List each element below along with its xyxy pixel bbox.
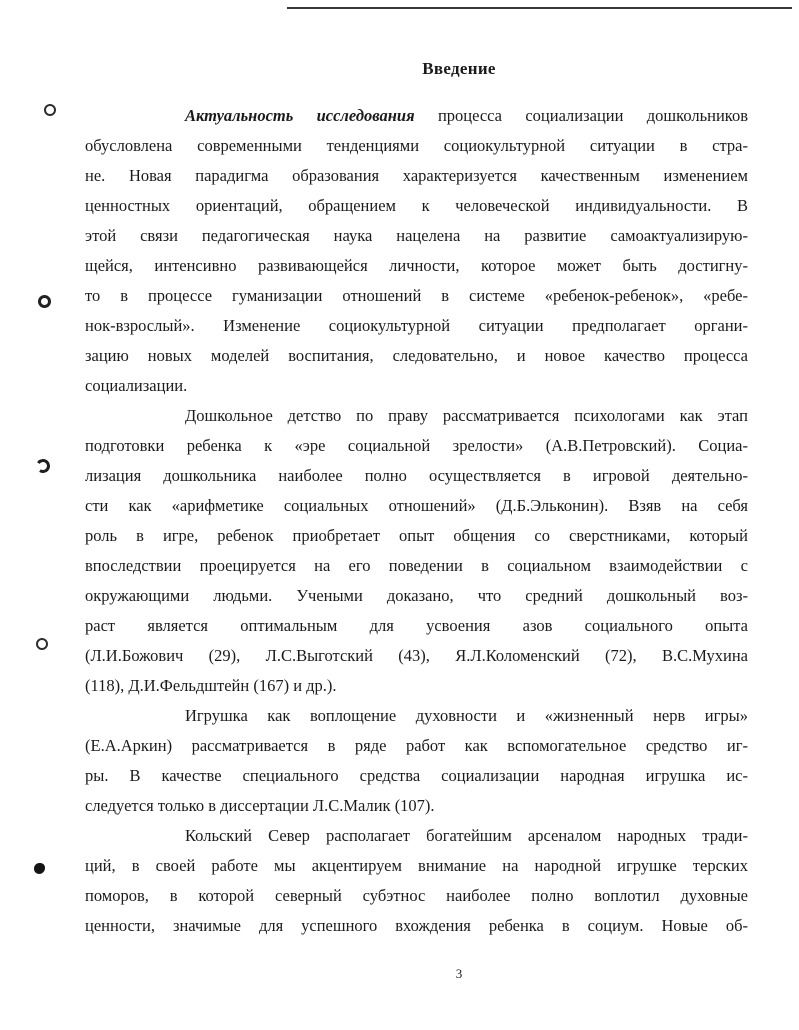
punch-hole-mark <box>36 638 48 650</box>
text-line: лизация дошкольника наиболее полно осуществляется в игровой деятельно- <box>85 466 748 485</box>
punch-hole-mark <box>44 104 56 116</box>
page-title: Введение <box>422 59 496 78</box>
text-line: щейся, интенсивно развивающейся личности, которое может быть достигну- <box>85 256 748 275</box>
paragraph <box>85 701 748 821</box>
text-line: сти как «арифметике социальных отношений» (Д.Б.Эльконин). Взяв на себя <box>85 496 748 515</box>
document-content <box>85 54 748 982</box>
top-rule <box>287 7 792 9</box>
text-line: впоследствии проецируется на его поведении в социальном взаимодействии с <box>85 556 748 575</box>
text-line: роль в игре, ребенок приобретает опыт общения со сверстниками, который <box>85 526 748 545</box>
text-line: подготовки ребенка к «эре социальной зрелости» (А.В.Петровский). Социа- <box>85 436 748 455</box>
text-line: ры. В качестве специального средства социализации народная игрушка ис- <box>85 766 748 785</box>
text-line: то в процессе гуманизации отношений в системе «ребенок-ребенок», «ребе- <box>85 286 748 305</box>
text-line: этой связи педагогическая наука нацелена на развитие самоактуализирую- <box>85 226 748 245</box>
text-line: ций, в своей работе мы акцентируем внимание на народной игрушке терских <box>85 856 748 875</box>
text-line: не. Новая парадигма образования характеризуется качественным изменением <box>85 166 748 185</box>
text-line: окружающими людьми. Учеными доказано, что средний дошкольный воз- <box>85 586 748 605</box>
text-line: Дошкольное детство по праву рассматривается психологами как этап <box>185 406 748 425</box>
punch-hole-mark <box>35 458 52 475</box>
text-line: ценностных ориентаций, обращением к человеческой индивидуальности. В <box>85 196 748 215</box>
document-body <box>85 101 748 941</box>
text-line: Игрушка как воплощение духовности и «жизненный нерв игры» <box>185 706 748 725</box>
paragraph <box>85 401 748 701</box>
punch-hole-mark <box>38 295 51 308</box>
text-line <box>85 101 748 131</box>
paragraph <box>85 821 748 941</box>
text-line: (Е.А.Аркин) рассматривается в ряде работ как вспомогательное средство иг- <box>85 736 748 755</box>
text-line: обусловлена современными тенденциями социокультурной ситуации в стра- <box>85 136 748 155</box>
lead-emphasis: Актуальность исследования <box>185 106 415 125</box>
page-number: 3 <box>455 966 463 981</box>
text-line: следуется только в диссертации Л.С.Малик (107). <box>85 796 435 815</box>
text-line: социализации. <box>85 376 188 395</box>
punch-hole-mark <box>34 863 45 874</box>
text-line: (Л.И.Божович (29), Л.С.Выготский (43), Я.Л.Коломенский (72), В.С.Мухина <box>85 646 748 665</box>
text-line: (118), Д.И.Фельдштейн (167) и др.). <box>85 676 337 695</box>
text-line: поморов, в которой северный субэтнос наиболее полно воплотил духовные <box>85 886 748 905</box>
text-line: ценности, значимые для успешного вхождения ребенка в социум. Новые об- <box>85 916 748 935</box>
text-line: Кольский Север располагает богатейшим арсеналом народных тради- <box>185 826 748 845</box>
text-segment: процесса социализации дошкольников <box>414 106 748 125</box>
paragraph <box>85 101 748 401</box>
text-line: нок-взрослый». Изменение социокультурной ситуации предполагает органи- <box>85 316 748 335</box>
text-line: раст является оптимальным для усвоения азов социального опыта <box>85 616 748 635</box>
text-line: зацию новых моделей воспитания, следовательно, и новое качество процесса <box>85 346 748 365</box>
